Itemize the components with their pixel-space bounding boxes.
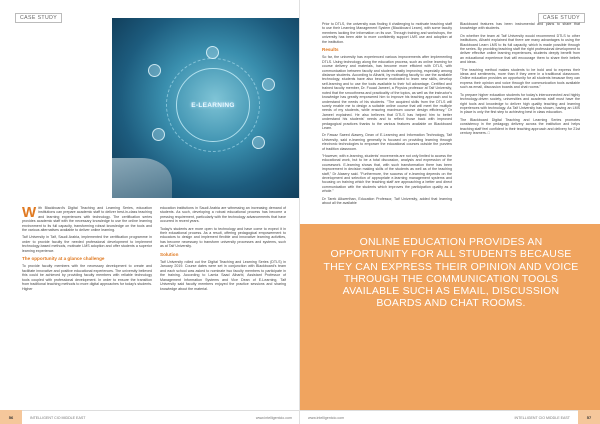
paragraph: Dr Fawaz Saeed Alasery, Dean of E-Learning and Information Technology, Taif University, said e-learning generally is focused on providing learning through electronic technologies to empower the educational courses outside the purview of tradition classroom. <box>322 133 452 151</box>
hand-image <box>112 158 172 198</box>
left-column-2 <box>160 206 286 294</box>
page-number: 56 <box>0 410 22 424</box>
section-heading: Solution <box>160 251 179 257</box>
paragraph: Prior to DTLS, the university was finding it challenging to motivate teaching staff to use their Learning Management System (Blackboard Learn), with some faculty members lacking the information on its use. Through training and workshops, the university has been able to more confidently support LMS use and adoption at the institution. <box>322 22 452 44</box>
photo-caption: E-LEARNING <box>191 101 235 109</box>
pull-quote: ONLINE EDUCATION PROVIDES AN OPPORTUNITY FOR ALL STUDENTS BECAUSE THEY CAN EXPRESS THEIR OPINION AND VOICE THROUGH THE COMMUNICATION TOOLS AVAILABLE SUCH AS EMAIL, DISCUSSION BOARDS AND CHAT ROOMS. <box>323 236 579 310</box>
left-footer <box>0 410 300 424</box>
footer-url[interactable]: www.intelligentcio.com <box>255 415 292 420</box>
paragraph: To provide faculty members with the necessary development to create and facilitate innovative and positive educational experiences. The university believed this could be achieved by providing faculty members with reliable technology tools coupled with professional development. In order to ensure the transition from traditional teaching methods to more digital approaches for today's students. Higher <box>22 264 152 291</box>
section-tag: CASE STUDY <box>538 13 585 23</box>
network-node-icon <box>206 46 219 59</box>
right-column-2 <box>460 22 580 138</box>
network-node-icon <box>148 64 161 77</box>
e-learning-hub <box>187 86 239 124</box>
paragraph: Blackboard features has been instrumental and plans to share that knowledge with students. <box>460 22 580 31</box>
section-heading: Results <box>322 47 339 53</box>
paragraph: Taif University in Taif, Saudi Arabia, implemented the certification programme in order to provide faculty the needed professional development to implement technology-based methods, motivate LMS adoption and offer students a superior learning experience. <box>22 235 152 253</box>
left-column-1 <box>22 206 152 294</box>
right-page <box>300 0 600 424</box>
footer-brand: INTELLIGENT CIO MIDDLE EAST <box>514 415 570 420</box>
footer-brand: INTELLIGENT CIO MIDDLE EAST <box>30 415 86 420</box>
network-node-icon <box>152 128 165 141</box>
right-footer <box>300 410 600 424</box>
paragraph: Dr Tarek Alkwerthan, Education Professor, Taif University, added that learning about all the available <box>322 196 452 206</box>
paragraph: Taif University rolled out the Digital Teaching and Learning Series (DTLS) in January 2019. Course dates were set in conjunction with Blackboard's team and each school was asked to nominate two faculty members to participate in the training. According to Lamia Saad Alharbi, Assistant Professor of Management Information Systems and Vice Dean of E-Learning, Taif University said faculty members enjoyed the practice sessions and sharing knowledge about the material. <box>160 260 286 291</box>
paragraph: "The teaching method makes students to be bold and to express their ideas and sentiments, more than if they were in a traditional classroom. Online education provides an opportunity for all students because they can express their opinion and voice through the communication tools available such as email, discussion boards and chat rooms." <box>460 67 580 90</box>
right-column-1 <box>322 22 452 208</box>
e-learning-photo <box>112 18 300 198</box>
paragraph: The Blackboard Digital Teaching and Learning Series promotes consistency in the pedagogy delivery across the institution and helps teaching staff feel confident in their teaching approach and delivery for 21st century learners. □ <box>460 117 580 135</box>
drop-cap: W <box>22 204 37 221</box>
paragraph: Today's students are more open to technology and have come to expect it in their educational process. As a result, offering pedagogical empowerment to educators to design and implement flexible and innovative learning activities, has become necessary to transform university processes and systems, such as at Taif University. <box>160 226 286 249</box>
network-node-icon <box>262 78 275 91</box>
paragraph: education institutions in Saudi Arabia are witnessing an increasing demand of students. As such, developing a robust educational process has become a pressing requirement, particularly with the technology advancements that have occurred in recent years. <box>160 206 286 224</box>
section-tag: CASE STUDY <box>15 13 62 23</box>
paragraph: On whether the team at Taif University would recommend DTLS to other institutions, Alharbi explained that there are many advantages to using the Blackboard Learn LMS to its full capacity, which is made possible through the series. By providing teaching staff the right professional development to deliver effective online learning experiences, students deeply benefit from an educational experience that will encourage them to share their beliefs and ideas. <box>460 33 580 65</box>
section-heading: The opportunity at a glance challenge <box>22 256 105 262</box>
network-node-icon <box>252 136 265 149</box>
paragraph: So far, the university has experienced various improvements after implementing DTLS. Using technology along the education process, such as online learning for course delivery and materials, has become more efficient with DTLS, with communication between faculty and students vastly improving, especially among distance students. According to Alharbi, by motivating faculty to use the available technology, students have also become motivated to learn new skills, develop self-learning and to use the tools available to their full advantage. Certified and trained faculty member, Dr. Fouad Jameel, a Physics professor at Taif University, noted that the smoothness and practicality of the topics, as well as the instructor's knowledge has greatly empowered him to improve his teaching approach and to understand the needs of his students. "The acquired skills from the DTLS will surely enable me to design a suitable online course that will meet the multiple needs of my students, while ensuring maximum course design efficiency," Dr Jameel explained. He also believes that DTLS has helped him to better understand his students' needs and to reflect those back with improved pedagogical practices thanks to the various features available on Blackboard Learn. <box>322 55 452 130</box>
footer-url[interactable]: www.intelligentcio.com <box>308 415 345 420</box>
paragraph: "However, with e-learning, students' movements are not only limited to access the educational work, but to be a total discussion, analysis and expression of the coursework. E-learning shows that, with such transformation there has been improvement in decision making skills of the students as well as of the teaching staff," Dr Alasery said. "Furthermore, the success of e-learning depends on the development and selection of appropriate e-learning management systems and focusing on training which the teaching staff are approaching a better and direct communication with the students which improves the participation quality as a whole." <box>322 153 452 194</box>
page-number: 57 <box>578 410 600 424</box>
intro-paragraph: With Blackboard's Digital Teaching and Learning Series, education institutions can prepare academic staff to deliver best-in-class teaching and learning experiences with technology. The certification series provides academic staff with the necessary knowledge to use the online learning environment to its full capacity, transforming robust knowledge on the tools and the various alternatives available to deliver online learning. <box>22 204 152 233</box>
paragraph: To prepare higher education students for today's interconnected and highly technology-driven society, universities and academic staff must have the right tools and knowledge to deliver high quality teaching and learning experiences with technology. As Taif University has shown, having an LMS in place is only the first step to achieving best in class education. <box>460 92 580 115</box>
